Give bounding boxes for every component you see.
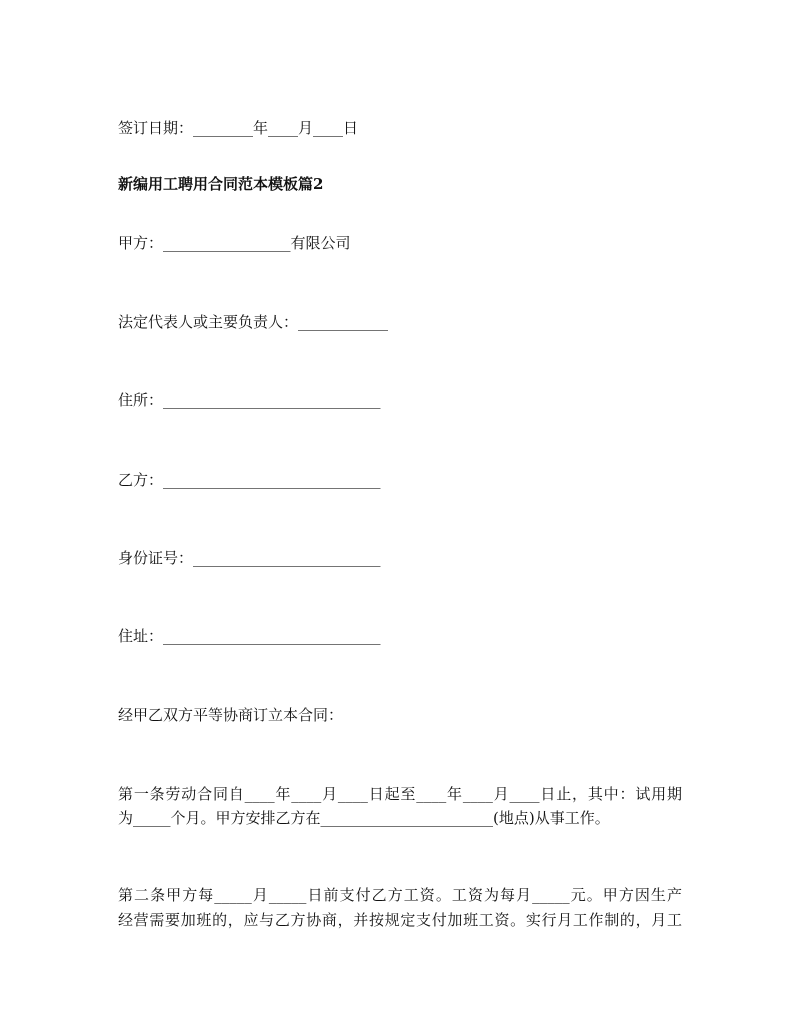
sign-date-line: 签订日期：________年____月____日	[118, 119, 359, 137]
article-2-line: 经营需要加班的，应与乙方协商，并按规定支付加班工资。实行月工作制的，月工	[118, 911, 682, 929]
party-a-address-line: 住所：_____________________________	[118, 391, 381, 409]
article-1-line: 为_____个月。甲方安排乙方在_______________________(地点)从事工作。	[118, 809, 610, 827]
id-number-line: 身份证号：_________________________	[118, 549, 381, 567]
party-b-address-line: 住址：_____________________________	[118, 627, 381, 645]
article-1-line: 第一条劳动合同自____年____月____日起至____年____月____日止，其中：试用期	[118, 785, 682, 803]
intro-paragraph: 经甲乙双方平等协商订立本合同：	[118, 706, 344, 724]
party-b-line: 乙方：_____________________________	[118, 471, 381, 489]
party-a-line: 甲方：_________________有限公司	[118, 234, 351, 252]
legal-representative-line: 法定代表人或主要负责人：____________	[118, 313, 389, 331]
article-2-line: 第二条甲方每_____月_____日前支付乙方工资。工资为每月_____元。甲方因生产	[118, 886, 682, 904]
section-title: 新编用工聘用合同范本模板篇2	[118, 175, 324, 193]
